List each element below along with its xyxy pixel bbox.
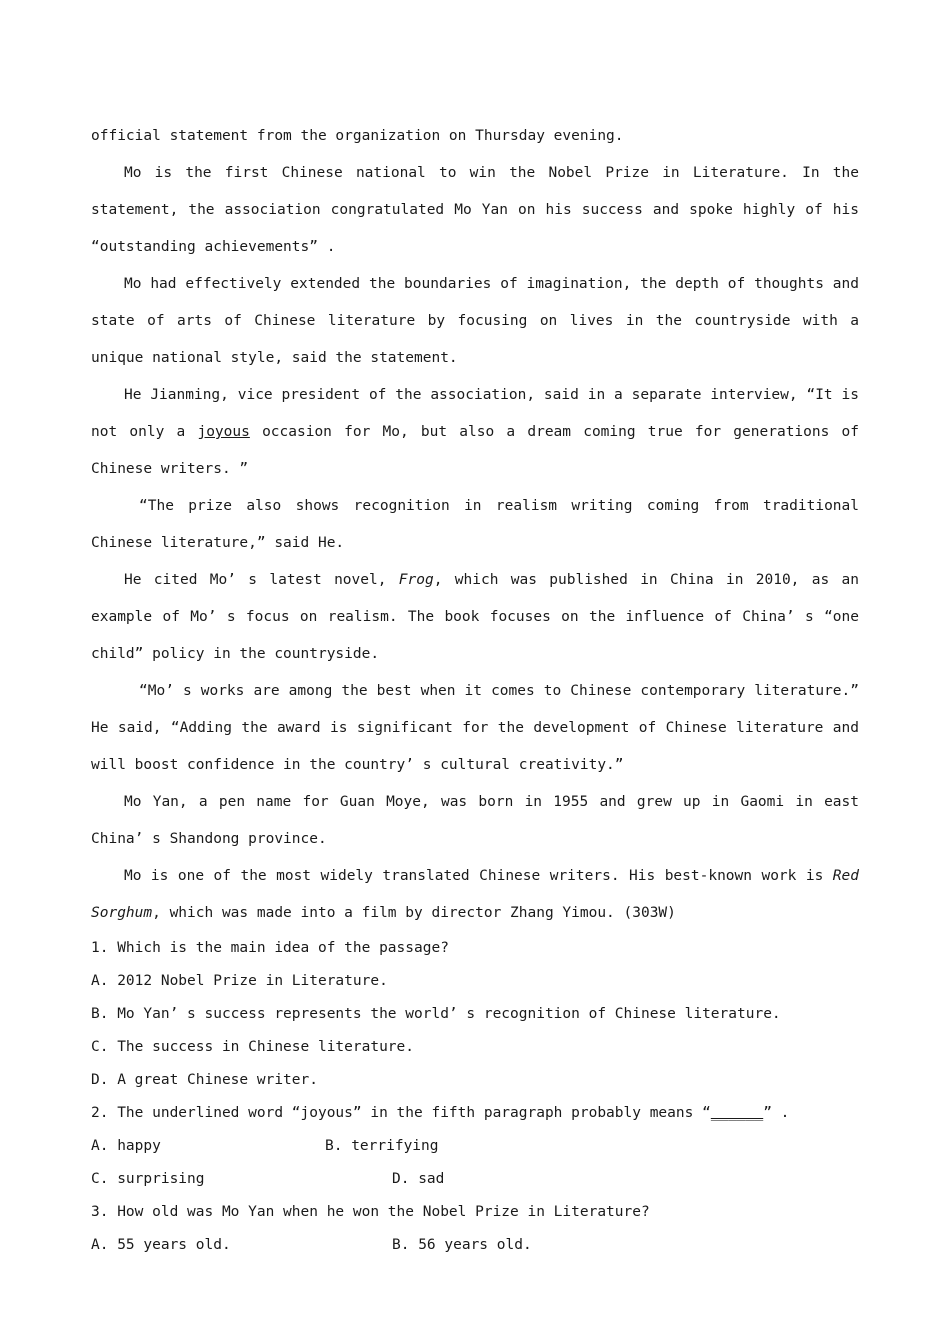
novel-title-red-sorghum: Red Sorghum <box>91 868 868 921</box>
question-3-stem: 3. How old was Mo Yan when he won the Nobel Prize in Literature? <box>91 1204 650 1220</box>
question-2-option-a: A. happy <box>91 1138 161 1154</box>
question-2-option-c: C. surprising <box>91 1171 205 1187</box>
paragraph-7: Mo Yan, a pen name for Guan Moye, was born in 1955 and grew up in Gaomi in east China’ s Shandong province. <box>91 794 868 847</box>
paragraph-5 <box>91 562 868 673</box>
paragraph-4: “The prize also shows recognition in realism writing coming from traditional Chinese literature,” said He. <box>91 498 868 551</box>
paragraph-8-text-b: , which was made into a film by director Zhang Yimou. (303W) <box>152 905 676 921</box>
paragraph-5-text-b: , which was published in China in 2010, as an example of Mo’ s focus on realism. The book focuses on the influence of China’ s “one child” policy in the countryside. <box>91 572 868 662</box>
paragraph-3-text-a: He Jianming, vice president of the association, said in a separate interview, “It is not only a <box>91 387 868 440</box>
question-2-options-row-1 <box>91 1130 859 1163</box>
question-1-option-d: D. A great Chinese writer. <box>91 1072 318 1088</box>
question-3-option-b: B. 56 years old. <box>392 1237 532 1253</box>
paragraph-2: Mo had effectively extended the boundaries of imagination, the depth of thoughts and state of arts of Chinese literature by focusing on lives in the countryside with a unique national style, said the statement. <box>91 276 868 366</box>
answer-blank: ______ <box>710 1105 764 1121</box>
question-3-option-a: A. 55 years old. <box>91 1237 231 1253</box>
underlined-word: joyous <box>197 424 250 440</box>
question-2-stem-end: ” . <box>763 1105 790 1121</box>
paragraph-8 <box>91 858 868 932</box>
paragraph-5-text-a: He cited Mo’ s latest novel, <box>124 572 399 588</box>
paragraph-3 <box>91 377 868 488</box>
question-2-option-b: B. terrifying <box>325 1138 439 1154</box>
page-content <box>91 118 868 1262</box>
question-1-option-a: A. 2012 Nobel Prize in Literature. <box>91 973 388 989</box>
paragraph-8-text-a: Mo is one of the most widely translated Chinese writers. His best-known work is <box>124 868 833 884</box>
question-2-options-row-2 <box>91 1163 859 1196</box>
question-2-stem <box>91 1097 859 1130</box>
question-1-option-b: B. Mo Yan’ s success represents the world’ s recognition of Chinese literature. <box>91 1006 781 1022</box>
question-1-option-c: C. The success in Chinese literature. <box>91 1039 415 1055</box>
novel-title-frog: Frog <box>398 572 434 588</box>
paragraph-0: official statement from the organization on Thursday evening. <box>91 128 624 144</box>
paragraph-1: Mo is the first Chinese national to win the Nobel Prize in Literature. In the statement, the association congratulated Mo Yan on his success and spoke highly of his “outstanding achievements” . <box>91 165 868 255</box>
question-1-stem: 1. Which is the main idea of the passage? <box>91 940 449 956</box>
paragraph-3-text-b: occasion for Mo, but also a dream coming true for generations of Chinese writers. ” <box>91 424 868 477</box>
question-2-option-d: D. sad <box>392 1171 445 1187</box>
question-2-stem-text: 2. The underlined word “joyous” in the fifth paragraph probably means “ <box>91 1105 711 1121</box>
paragraph-6: “Mo’ s works are among the best when it comes to Chinese contemporary literature.” He said, “Adding the award is significant for the development of Chinese literature and will boost confidence in the country’ s cultural creativity.” <box>91 683 868 773</box>
question-3-options-row-1 <box>91 1229 859 1262</box>
